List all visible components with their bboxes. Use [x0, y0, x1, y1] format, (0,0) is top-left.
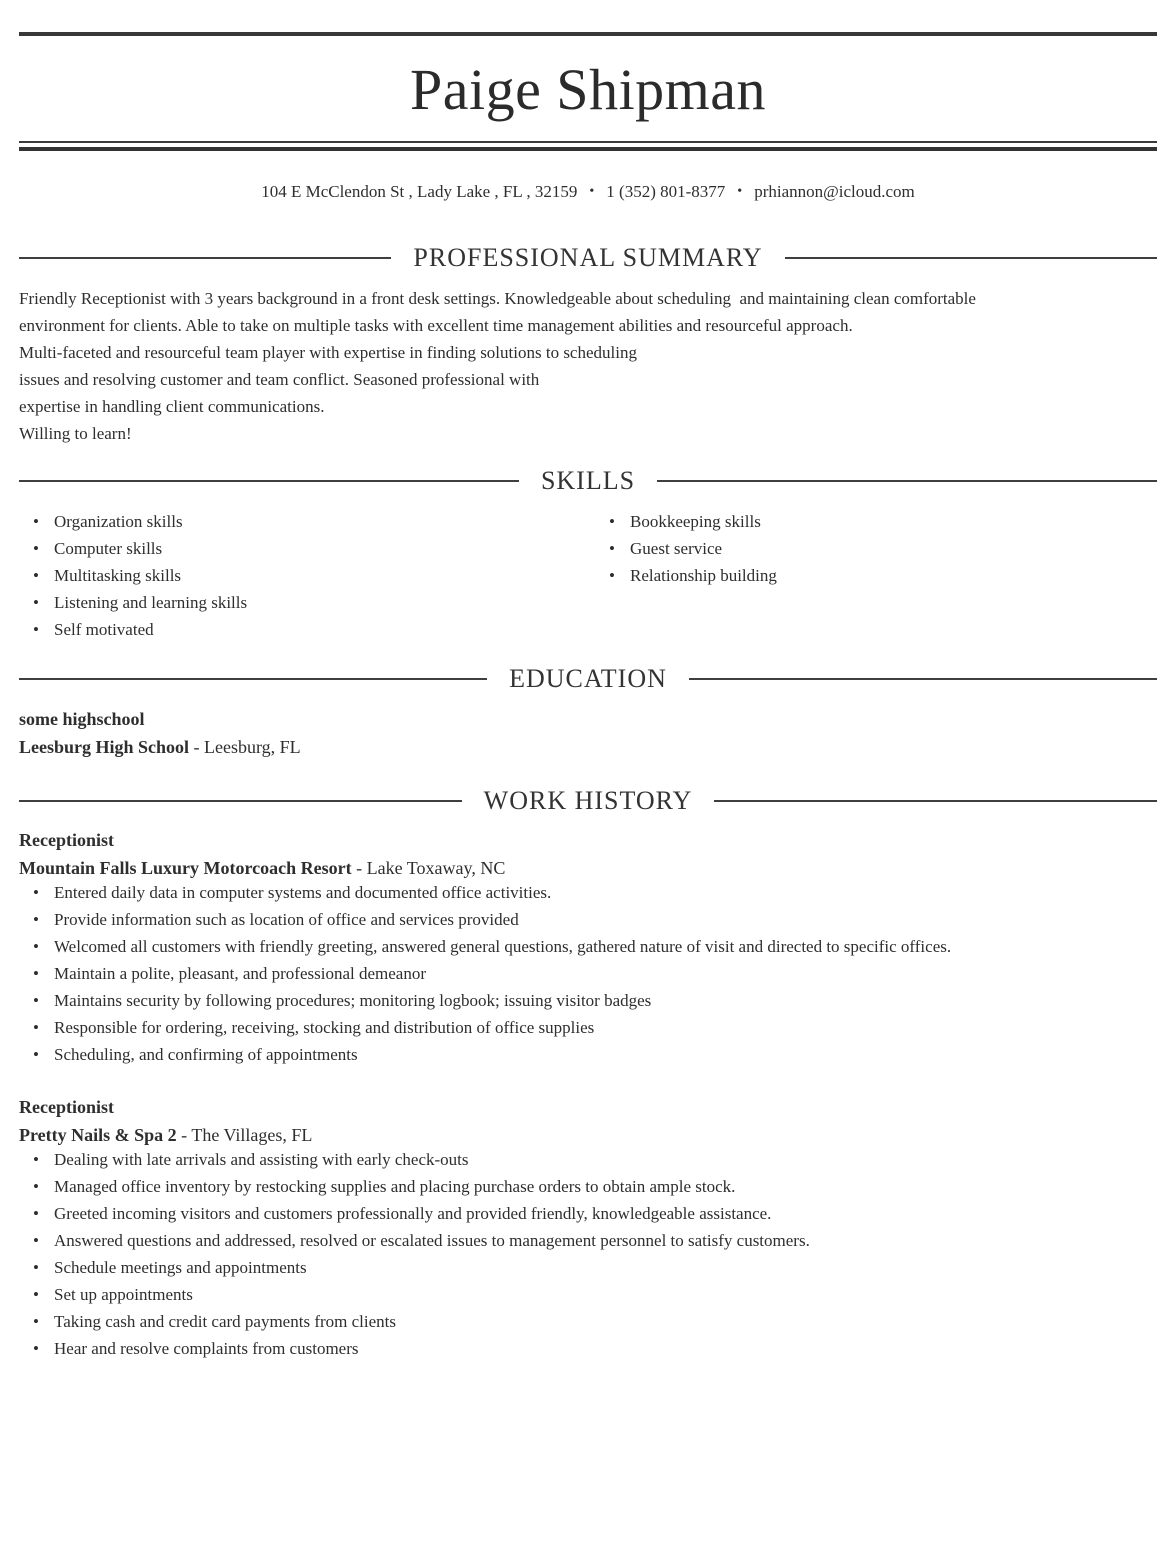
job-title: Receptionist [19, 830, 114, 851]
skill-item: • Bookkeeping skills [595, 508, 1157, 535]
job-bullet: • Managed office inventory by restocking supplies and placing purchase orders to obtain ample stock. [19, 1173, 1157, 1200]
section-header-skills [19, 467, 1157, 495]
skill-item: • Organization skills [19, 508, 595, 535]
section-title-work-history: WORK HISTORY [483, 786, 693, 816]
header-rule-left [19, 480, 519, 482]
job-location: - Lake Toxaway, NC [351, 858, 506, 879]
education-block [19, 705, 1157, 761]
job-bullet: • Maintain a polite, pleasant, and professional demeanor [19, 960, 1157, 987]
header-rule-right [657, 480, 1157, 482]
section-title-skills: SKILLS [540, 466, 636, 496]
header-rule-left [19, 678, 487, 680]
skills-list-left [19, 508, 595, 643]
summary-line: environment for clients. Able to take on multiple tasks with excellent time management abilities and resourceful approach. [19, 316, 853, 336]
job-bullet: • Responsible for ordering, receiving, stocking and distribution of office supplies [19, 1014, 1157, 1041]
job-company-line [19, 1124, 1157, 1146]
job-entry-2 [19, 1096, 1157, 1362]
skills-list-right [595, 508, 1157, 643]
education-school-line [19, 733, 1157, 761]
header-rule-left [19, 800, 462, 802]
job-company-name: Pretty Nails & Spa 2 [19, 1125, 177, 1146]
job-bullet: • Entered daily data in computer systems and documented office activities. [19, 879, 1157, 906]
job-bullet: • Greeted incoming visitors and customers professionally and provided friendly, knowledgeable assistance. [19, 1200, 1157, 1227]
contact-separator-dot: • [589, 184, 595, 200]
top-divider [19, 32, 1157, 36]
job-bullet: • Taking cash and credit card payments from clients [19, 1308, 1157, 1335]
name-divider [19, 141, 1157, 151]
summary-line: Friendly Receptionist with 3 years background in a front desk settings. Knowledgeable about scheduling and maintaining clean comfortable [19, 289, 976, 309]
summary-line: issues and resolving customer and team conflict. Seasoned professional with [19, 370, 540, 390]
contact-line [19, 180, 1157, 204]
skill-item: • Computer skills [19, 535, 595, 562]
summary-line: expertise in handling client communications. [19, 397, 325, 417]
contact-phone: 1 (352) 801-8377 [606, 182, 726, 202]
summary-line: Willing to learn! [19, 424, 132, 444]
education-degree [19, 705, 1157, 733]
summary-line: Multi-faceted and resourceful team player with expertise in finding solutions to scheduling [19, 343, 637, 363]
section-title-summary: PROFESSIONAL SUMMARY [413, 243, 763, 273]
skill-item: • Relationship building [595, 562, 1157, 589]
header-rule-left [19, 257, 391, 259]
job-title: Receptionist [19, 1097, 114, 1118]
job-company-line [19, 857, 1157, 879]
section-header-summary [19, 244, 1157, 272]
job-bullet-list [19, 879, 1157, 1068]
header-rule-right [689, 678, 1157, 680]
skills-columns [19, 508, 1157, 643]
skill-item: • Self motivated [19, 616, 595, 643]
job-bullet: • Provide information such as location of office and services provided [19, 906, 1157, 933]
section-title-education: EDUCATION [509, 664, 667, 694]
job-bullet: • Hear and resolve complaints from customers [19, 1335, 1157, 1362]
skill-item: • Listening and learning skills [19, 589, 595, 616]
education-school-name: Leesburg High School [19, 737, 190, 758]
job-bullet: • Welcomed all customers with friendly greeting, answered general questions, gathered nature of visit and directed to specific offices. [19, 933, 1157, 960]
education-degree-text: some highschool [19, 709, 145, 730]
person-name: Paige Shipman [409, 57, 767, 122]
summary-paragraph [19, 285, 1157, 447]
job-entry-1 [19, 829, 1157, 1068]
job-bullet: • Maintains security by following procedures; monitoring logbook; issuing visitor badges [19, 987, 1157, 1014]
skill-item: • Guest service [595, 535, 1157, 562]
job-bullet: • Set up appointments [19, 1281, 1157, 1308]
header-rule-right [785, 257, 1157, 259]
job-bullet: • Schedule meetings and appointments [19, 1254, 1157, 1281]
education-location: - Leesburg, FL [189, 737, 301, 758]
job-bullet: • Scheduling, and confirming of appointments [19, 1041, 1157, 1068]
job-bullet: • Dealing with late arrivals and assisting with early check-outs [19, 1146, 1157, 1173]
job-location: - The Villages, FL [176, 1125, 313, 1146]
section-header-education [19, 665, 1157, 693]
skill-item: • Multitasking skills [19, 562, 595, 589]
contact-separator-dot: • [737, 184, 743, 200]
job-bullet-list [19, 1146, 1157, 1362]
contact-address: 104 E McClendon St , Lady Lake , FL , 32159 [261, 182, 578, 202]
header-rule-right [714, 800, 1157, 802]
job-bullet: • Answered questions and addressed, resolved or escalated issues to management personnel to satisfy customers. [19, 1227, 1157, 1254]
contact-email: prhiannon@icloud.com [754, 182, 915, 202]
job-company-name: Mountain Falls Luxury Motorcoach Resort [19, 858, 352, 879]
section-header-work-history [19, 787, 1157, 815]
